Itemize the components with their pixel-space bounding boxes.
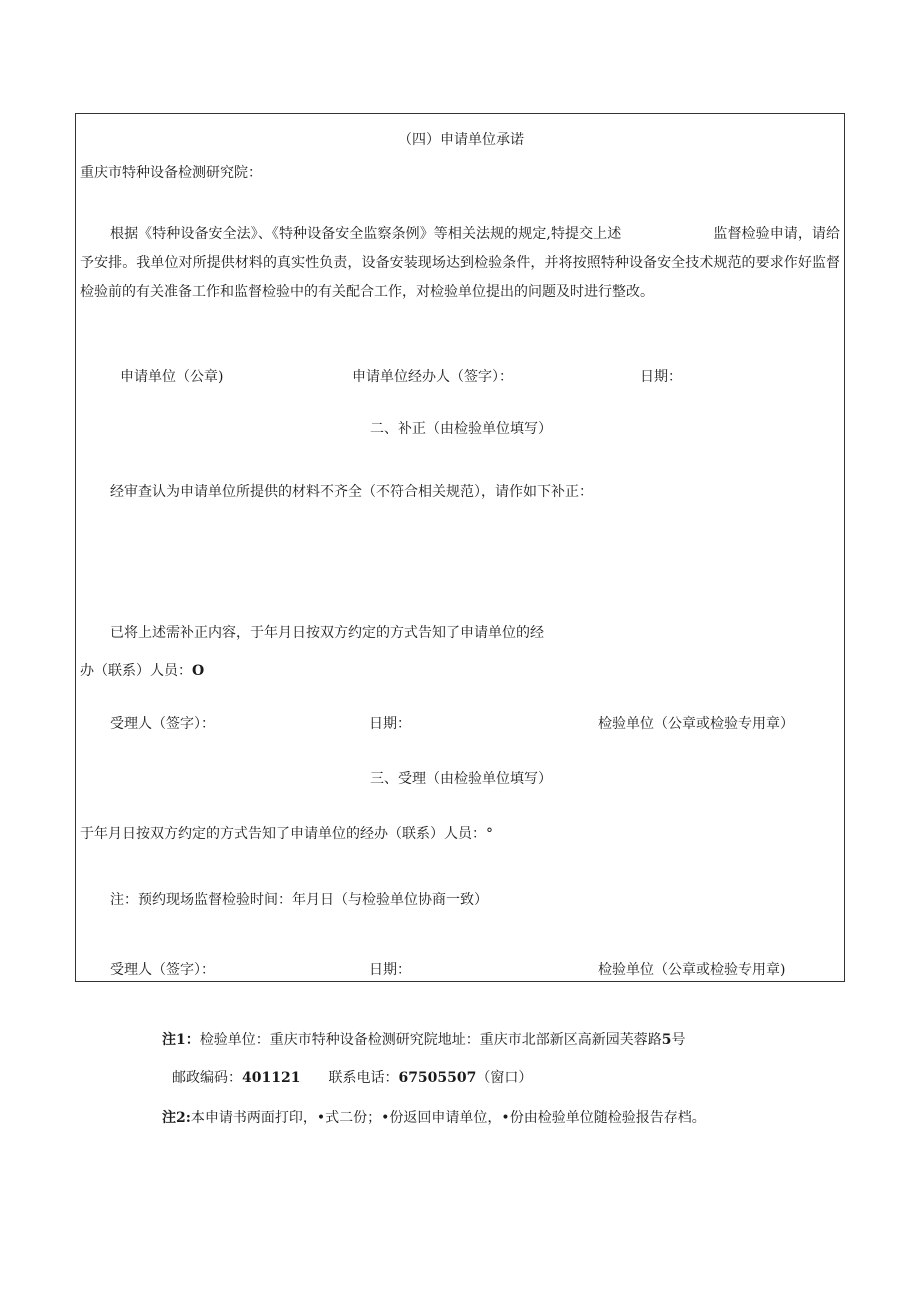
section2-date-label: 日期：: [369, 716, 411, 732]
commitment-text-b: 监督检验申请，请给予安排。我单位对所提供材料的真实性负责，设备安装现场达到检验条件，并将按照特种设备安全技术规范的要求作好监督检验前的有关准备工作和监督检验中的有关配合工作，对检验单位提出的问题及时进行整改。: [80, 226, 841, 300]
notify-line-2-mark: O: [192, 663, 205, 679]
section3-notify-text: 于年月日按双方约定的方式告知了申请单位的经办（联系）人员：°: [80, 826, 493, 842]
footnote-2-text: 本申请书两面打印，•式二份；•份返回申请单位，•份由检验单位随检验报告存档。: [190, 1110, 706, 1126]
phone-suffix: （窗口）: [476, 1070, 533, 1086]
notify-line-2-text: 办（联系）人员：: [80, 663, 192, 679]
section4-title: （四）申请单位承诺: [398, 132, 524, 148]
footnote-2-label: 注2:: [162, 1110, 191, 1126]
application-form-box: [75, 113, 845, 982]
footnote-1-number: 5: [661, 1032, 672, 1048]
footnote-2: [162, 1108, 706, 1128]
phone-label: 联系电话：: [328, 1070, 399, 1086]
footnote-1: [162, 1030, 686, 1050]
applicant-seal-label: 申请单位（公章): [120, 369, 224, 385]
notify-line-1: 已将上述需补正内容，于年月日按双方约定的方式告知了申请单位的经: [110, 625, 544, 641]
section2-receiver-label: 受理人（签字）：: [110, 716, 215, 732]
postcode-label: 邮政编码：: [172, 1070, 242, 1086]
commitment-paragraph: [80, 220, 840, 307]
section2-title: 二、补正（由检验单位填写）: [370, 421, 552, 437]
notify-line-2: [80, 661, 204, 681]
contact-line: [172, 1068, 532, 1088]
section3-title: 三、受理（由检验单位填写）: [370, 771, 552, 787]
footnote-1-suffix: 号: [671, 1032, 686, 1048]
footnote-1-text: 检验单位：重庆市特种设备检测研究院地址：重庆市北部新区高新园芙蓉路: [199, 1032, 662, 1048]
section3-date-label: 日期：: [369, 962, 411, 978]
section2-inspection-unit: 检验单位（公章或检验专用章）: [598, 716, 794, 732]
section3-inspection-unit: 检验单位（公章或检验专用章): [598, 962, 786, 978]
review-text: 经审查认为申请单位所提供的材料不齐全（不符合相关规范），请作如下补正：: [110, 484, 593, 500]
footnote-1-label: 注1：: [162, 1032, 200, 1048]
section3-appointment-note: 注：预约现场监督检验时间：年月日（与检验单位协商一致）: [110, 892, 488, 908]
applicant-agent-label: 申请单位经办人（签字）：: [352, 369, 513, 385]
applicant-date-label: 日期：: [640, 369, 682, 385]
addressee: 重庆市特种设备检测研究院：: [80, 165, 262, 181]
postcode-value: 401121: [242, 1070, 301, 1086]
commitment-text-a: 根据《特种设备安全法》、《特种设备安全监察条例》等相关法规的规定,特提交上述: [110, 226, 622, 242]
section3-receiver-label: 受理人（签字）：: [110, 962, 215, 978]
phone-value: 67505507: [398, 1070, 477, 1086]
